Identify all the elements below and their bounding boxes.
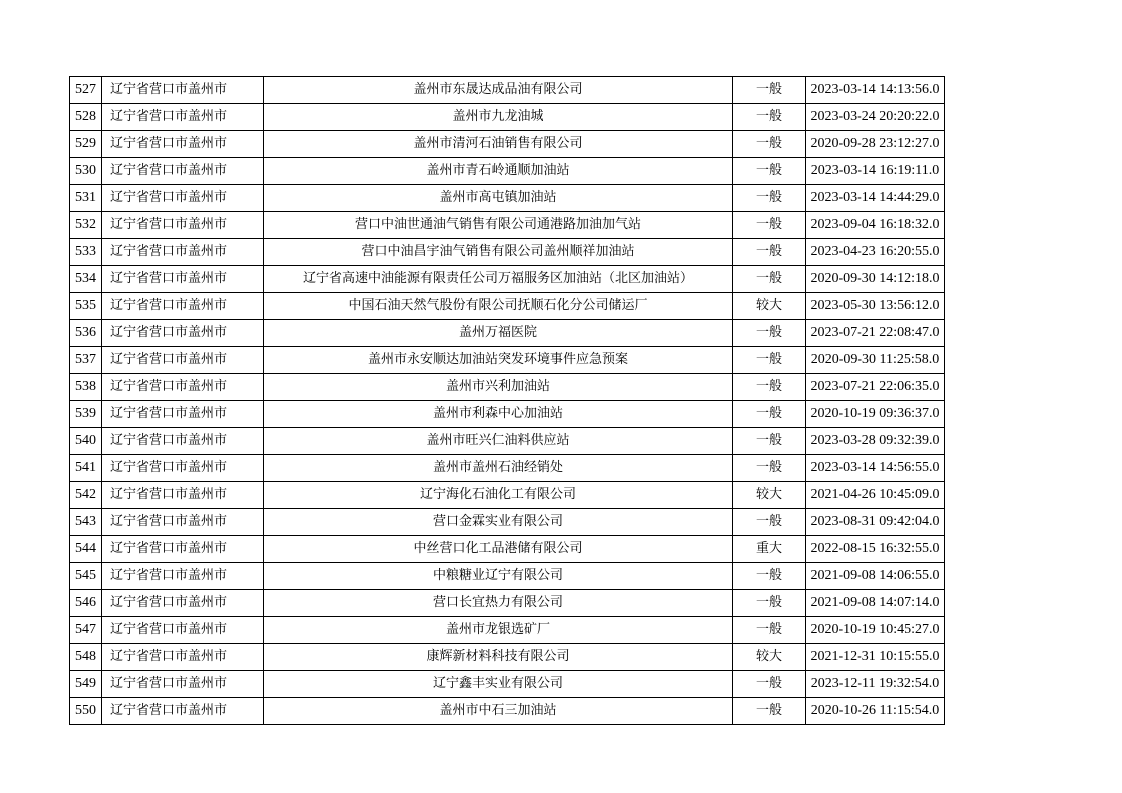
company-name-cell: 盖州市永安顺达加油站突发环境事件应急预案 <box>264 347 733 374</box>
region-cell: 辽宁省营口市盖州市 <box>102 698 264 725</box>
region-cell: 辽宁省营口市盖州市 <box>102 293 264 320</box>
company-name-cell: 盖州市九龙油城 <box>264 104 733 131</box>
timestamp-cell: 2021-09-08 14:07:14.0 <box>806 590 945 617</box>
table-row <box>70 293 945 320</box>
row-number-cell: 534 <box>70 266 102 293</box>
company-name-cell: 盖州市中石三加油站 <box>264 698 733 725</box>
region-cell: 辽宁省营口市盖州市 <box>102 131 264 158</box>
table-row <box>70 563 945 590</box>
row-number-cell: 544 <box>70 536 102 563</box>
timestamp-cell: 2023-07-21 22:08:47.0 <box>806 320 945 347</box>
risk-level-cell: 一般 <box>733 77 806 104</box>
company-name-cell: 中国石油天然气股份有限公司抚顺石化分公司储运厂 <box>264 293 733 320</box>
company-name-cell: 辽宁鑫丰实业有限公司 <box>264 671 733 698</box>
timestamp-cell: 2023-07-21 22:06:35.0 <box>806 374 945 401</box>
row-number-cell: 528 <box>70 104 102 131</box>
row-number-cell: 549 <box>70 671 102 698</box>
company-name-cell: 盖州市盖州石油经销处 <box>264 455 733 482</box>
risk-level-cell: 一般 <box>733 563 806 590</box>
table-row <box>70 185 945 212</box>
row-number-cell: 532 <box>70 212 102 239</box>
risk-level-cell: 一般 <box>733 131 806 158</box>
company-name-cell: 营口长宜热力有限公司 <box>264 590 733 617</box>
timestamp-cell: 2022-08-15 16:32:55.0 <box>806 536 945 563</box>
row-number-cell: 530 <box>70 158 102 185</box>
company-name-cell: 盖州市龙银选矿厂 <box>264 617 733 644</box>
region-cell: 辽宁省营口市盖州市 <box>102 347 264 374</box>
row-number-cell: 543 <box>70 509 102 536</box>
region-cell: 辽宁省营口市盖州市 <box>102 428 264 455</box>
company-name-cell: 盖州市旺兴仁油料供应站 <box>264 428 733 455</box>
risk-level-cell: 一般 <box>733 266 806 293</box>
company-name-cell: 盖州市青石岭通顺加油站 <box>264 158 733 185</box>
timestamp-cell: 2021-12-31 10:15:55.0 <box>806 644 945 671</box>
risk-level-cell: 一般 <box>733 671 806 698</box>
risk-level-cell: 一般 <box>733 374 806 401</box>
region-cell: 辽宁省营口市盖州市 <box>102 509 264 536</box>
table-row <box>70 455 945 482</box>
region-cell: 辽宁省营口市盖州市 <box>102 104 264 131</box>
table-row <box>70 536 945 563</box>
table-row <box>70 374 945 401</box>
table-row <box>70 77 945 104</box>
risk-level-cell: 较大 <box>733 482 806 509</box>
region-cell: 辽宁省营口市盖州市 <box>102 266 264 293</box>
risk-level-cell: 一般 <box>733 428 806 455</box>
timestamp-cell: 2023-12-11 19:32:54.0 <box>806 671 945 698</box>
risk-level-cell: 一般 <box>733 212 806 239</box>
table-row <box>70 698 945 725</box>
table-row <box>70 104 945 131</box>
timestamp-cell: 2023-08-31 09:42:04.0 <box>806 509 945 536</box>
table-row <box>70 131 945 158</box>
row-number-cell: 539 <box>70 401 102 428</box>
company-name-cell: 中粮糖业辽宁有限公司 <box>264 563 733 590</box>
row-number-cell: 538 <box>70 374 102 401</box>
row-number-cell: 533 <box>70 239 102 266</box>
risk-level-cell: 一般 <box>733 698 806 725</box>
company-name-cell: 盖州万福医院 <box>264 320 733 347</box>
region-cell: 辽宁省营口市盖州市 <box>102 563 264 590</box>
table-row <box>70 347 945 374</box>
row-number-cell: 541 <box>70 455 102 482</box>
timestamp-cell: 2021-09-08 14:06:55.0 <box>806 563 945 590</box>
table-row <box>70 158 945 185</box>
region-cell: 辽宁省营口市盖州市 <box>102 401 264 428</box>
region-cell: 辽宁省营口市盖州市 <box>102 590 264 617</box>
timestamp-cell: 2023-03-14 16:19:11.0 <box>806 158 945 185</box>
risk-level-cell: 一般 <box>733 104 806 131</box>
timestamp-cell: 2023-03-24 20:20:22.0 <box>806 104 945 131</box>
region-cell: 辽宁省营口市盖州市 <box>102 536 264 563</box>
table-row <box>70 482 945 509</box>
risk-level-cell: 一般 <box>733 509 806 536</box>
risk-level-cell: 一般 <box>733 347 806 374</box>
region-cell: 辽宁省营口市盖州市 <box>102 212 264 239</box>
row-number-cell: 550 <box>70 698 102 725</box>
timestamp-cell: 2021-04-26 10:45:09.0 <box>806 482 945 509</box>
timestamp-cell: 2023-03-28 09:32:39.0 <box>806 428 945 455</box>
company-name-cell: 中丝营口化工品港储有限公司 <box>264 536 733 563</box>
risk-level-cell: 重大 <box>733 536 806 563</box>
company-name-cell: 盖州市兴利加油站 <box>264 374 733 401</box>
timestamp-cell: 2023-05-30 13:56:12.0 <box>806 293 945 320</box>
row-number-cell: 540 <box>70 428 102 455</box>
row-number-cell: 536 <box>70 320 102 347</box>
region-cell: 辽宁省营口市盖州市 <box>102 482 264 509</box>
table-row <box>70 509 945 536</box>
row-number-cell: 537 <box>70 347 102 374</box>
company-name-cell: 康辉新材料科技有限公司 <box>264 644 733 671</box>
timestamp-cell: 2020-09-28 23:12:27.0 <box>806 131 945 158</box>
row-number-cell: 531 <box>70 185 102 212</box>
company-name-cell: 辽宁海化石油化工有限公司 <box>264 482 733 509</box>
risk-level-cell: 一般 <box>733 590 806 617</box>
risk-level-cell: 较大 <box>733 644 806 671</box>
timestamp-cell: 2023-03-14 14:13:56.0 <box>806 77 945 104</box>
company-name-cell: 盖州市利森中心加油站 <box>264 401 733 428</box>
risk-level-cell: 一般 <box>733 185 806 212</box>
table-row <box>70 239 945 266</box>
table-row <box>70 212 945 239</box>
risk-level-cell: 一般 <box>733 455 806 482</box>
company-name-cell: 辽宁省高速中油能源有限责任公司万福服务区加油站（北区加油站） <box>264 266 733 293</box>
row-number-cell: 527 <box>70 77 102 104</box>
region-cell: 辽宁省营口市盖州市 <box>102 644 264 671</box>
table-row <box>70 428 945 455</box>
company-name-cell: 营口中油昌宇油气销售有限公司盖州顺祥加油站 <box>264 239 733 266</box>
company-name-cell: 营口中油世通油气销售有限公司通港路加油加气站 <box>264 212 733 239</box>
row-number-cell: 542 <box>70 482 102 509</box>
region-cell: 辽宁省营口市盖州市 <box>102 617 264 644</box>
timestamp-cell: 2020-09-30 11:25:58.0 <box>806 347 945 374</box>
table-row <box>70 266 945 293</box>
table-row <box>70 617 945 644</box>
timestamp-cell: 2020-09-30 14:12:18.0 <box>806 266 945 293</box>
risk-level-cell: 一般 <box>733 401 806 428</box>
table-body <box>70 77 945 725</box>
timestamp-cell: 2020-10-26 11:15:54.0 <box>806 698 945 725</box>
company-name-cell: 盖州市清河石油销售有限公司 <box>264 131 733 158</box>
timestamp-cell: 2023-03-14 14:44:29.0 <box>806 185 945 212</box>
risk-level-cell: 一般 <box>733 320 806 347</box>
table-row <box>70 644 945 671</box>
timestamp-cell: 2020-10-19 10:45:27.0 <box>806 617 945 644</box>
row-number-cell: 548 <box>70 644 102 671</box>
row-number-cell: 545 <box>70 563 102 590</box>
region-cell: 辽宁省营口市盖州市 <box>102 671 264 698</box>
table-row <box>70 401 945 428</box>
row-number-cell: 535 <box>70 293 102 320</box>
table-row <box>70 590 945 617</box>
row-number-cell: 547 <box>70 617 102 644</box>
risk-level-cell: 一般 <box>733 617 806 644</box>
region-cell: 辽宁省营口市盖州市 <box>102 374 264 401</box>
company-name-cell: 盖州市东晟达成品油有限公司 <box>264 77 733 104</box>
timestamp-cell: 2023-04-23 16:20:55.0 <box>806 239 945 266</box>
risk-level-cell: 较大 <box>733 293 806 320</box>
table-row <box>70 671 945 698</box>
region-cell: 辽宁省营口市盖州市 <box>102 185 264 212</box>
region-cell: 辽宁省营口市盖州市 <box>102 158 264 185</box>
region-cell: 辽宁省营口市盖州市 <box>102 77 264 104</box>
row-number-cell: 546 <box>70 590 102 617</box>
timestamp-cell: 2020-10-19 09:36:37.0 <box>806 401 945 428</box>
row-number-cell: 529 <box>70 131 102 158</box>
region-cell: 辽宁省营口市盖州市 <box>102 455 264 482</box>
risk-level-cell: 一般 <box>733 158 806 185</box>
region-cell: 辽宁省营口市盖州市 <box>102 239 264 266</box>
records-table <box>69 76 945 725</box>
timestamp-cell: 2023-03-14 14:56:55.0 <box>806 455 945 482</box>
table-row <box>70 320 945 347</box>
company-name-cell: 盖州市高屯镇加油站 <box>264 185 733 212</box>
timestamp-cell: 2023-09-04 16:18:32.0 <box>806 212 945 239</box>
company-name-cell: 营口金霖实业有限公司 <box>264 509 733 536</box>
risk-level-cell: 一般 <box>733 239 806 266</box>
region-cell: 辽宁省营口市盖州市 <box>102 320 264 347</box>
